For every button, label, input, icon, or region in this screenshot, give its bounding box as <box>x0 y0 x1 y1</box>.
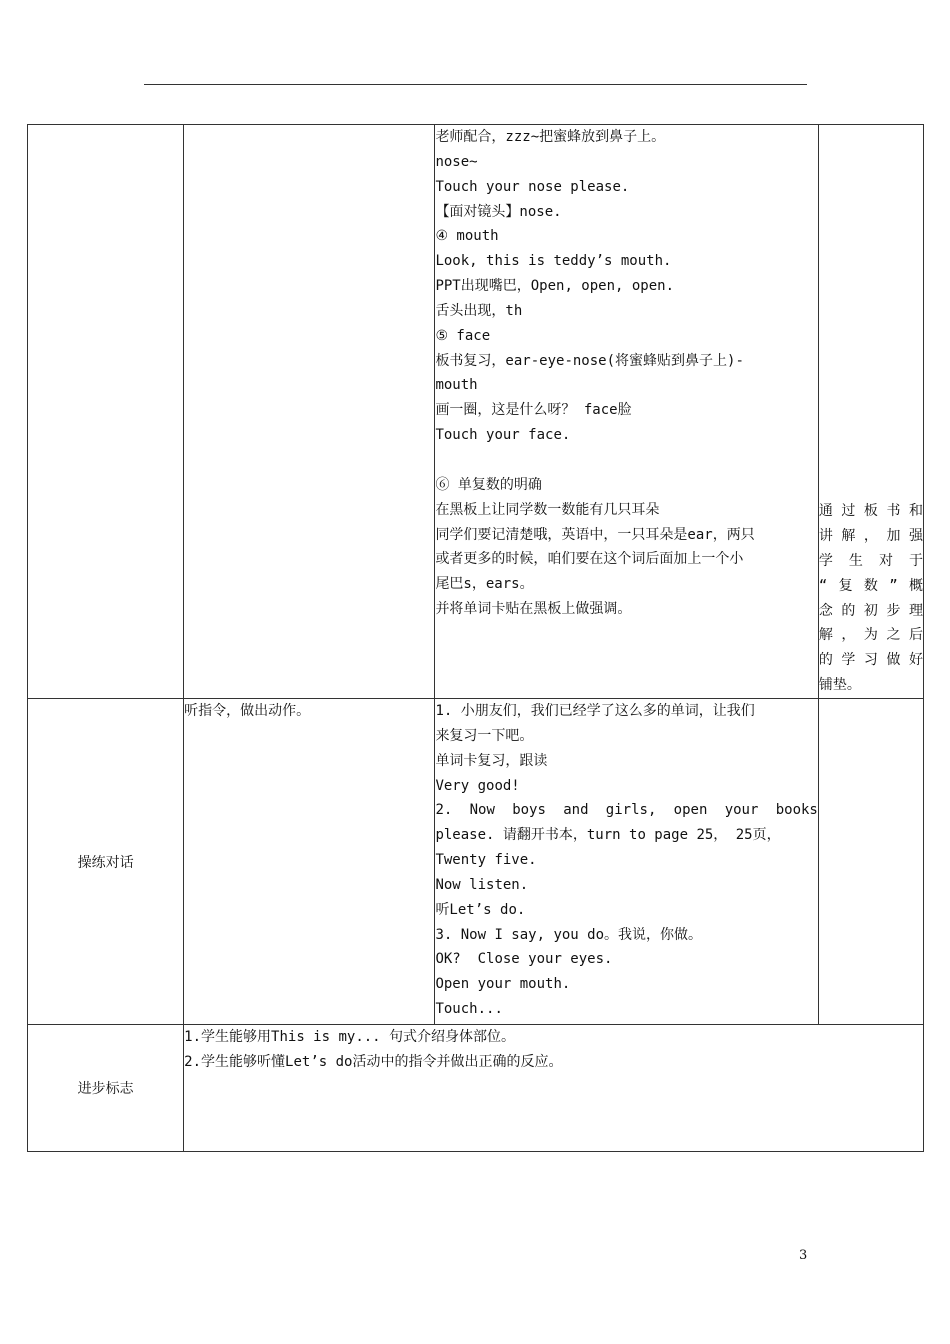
content-line: ④ mouth <box>435 228 499 245</box>
stage-label: 操练对话 <box>77 854 134 871</box>
note-line: “复数”概 <box>818 577 923 594</box>
content-line: nose~ <box>435 153 478 170</box>
content-line: Open your mouth. <box>435 976 571 993</box>
content-line: ⑥ 单复数的明确 <box>435 476 542 493</box>
content-line: ⑤ face <box>435 327 491 344</box>
content-line: Look, this is teddy’s mouth. <box>435 253 672 270</box>
stage-label: 进步标志 <box>77 1081 134 1097</box>
content-line: 画一圈，这是什么呀？ face脸 <box>435 402 632 419</box>
note-line: 的学习做好 <box>818 652 923 669</box>
table-row-progress <box>28 1025 924 1152</box>
content-line: 舌头出现，th <box>435 302 523 319</box>
student-activity-text: 听指令，做出动作。 <box>184 703 311 719</box>
content-line: Touch... <box>435 1001 503 1018</box>
stage-cell-empty <box>28 125 184 699</box>
content-line: Touch your nose please. <box>435 178 630 195</box>
content-line: 来复习一下吧。 <box>435 727 534 744</box>
table-row-vocabulary <box>28 125 924 699</box>
content-line: mouth <box>435 377 478 394</box>
page-number: 3 <box>799 1248 808 1263</box>
content-line: Now listen. <box>435 876 529 893</box>
stage-label-cell <box>28 699 184 1025</box>
content-line: 尾巴s，ears。 <box>435 576 534 593</box>
note-line: 解，为之后 <box>818 627 923 644</box>
content-line: Touch your face. <box>435 427 571 444</box>
content-line: 1. 小朋友们，我们已经学了这么多的单词，让我们 <box>435 703 755 719</box>
lesson-plan-table <box>27 124 924 1152</box>
content-line: 或者更多的时候，咱们要在这个词后面加上一个小 <box>435 551 744 568</box>
note-line: 讲解，加强 <box>818 528 923 545</box>
content-line: 同学们要记清楚哦，英语中，一只耳朵是ear，两只 <box>435 526 755 543</box>
content-line: 【面对镜头】nose. <box>435 203 562 220</box>
content-line: OK? Close your eyes. <box>435 951 613 968</box>
stage-label-cell <box>28 1025 184 1152</box>
progress-item: 1.学生能够用This is my... 句式介绍身体部位。 <box>184 1029 516 1045</box>
note-line: 通过板书和 <box>818 503 923 520</box>
design-intent-cell <box>818 125 923 699</box>
student-activity-cell <box>184 699 435 1025</box>
header-rule <box>144 84 807 85</box>
content-line: 板书复习，ear-eye-nose(将蜜蜂贴到鼻子上)- <box>435 352 744 369</box>
note-line: 铺垫。 <box>818 677 861 694</box>
content-line: 老师配合，zzz~把蜜蜂放到鼻子上。 <box>435 129 666 145</box>
blank-line <box>435 448 817 473</box>
teacher-activity-cell <box>435 125 818 699</box>
content-line: 单词卡复习，跟读 <box>435 752 548 769</box>
design-intent-cell-empty <box>818 699 923 1025</box>
teacher-activity-cell <box>435 699 818 1025</box>
note-line: 学生对于 <box>818 552 923 569</box>
progress-indicators-cell <box>184 1025 924 1152</box>
table-row-practice <box>28 699 924 1025</box>
note-line: 念的初步理 <box>818 602 923 619</box>
content-line: 并将单词卡贴在黑板上做强调。 <box>435 601 632 618</box>
content-line: 在黑板上让同学数一数能有几只耳朵 <box>435 501 660 518</box>
content-line: PPT出现嘴巴，Open, open, open. <box>435 278 675 295</box>
content-line: Very good! <box>435 777 520 794</box>
student-activity-cell-empty <box>184 125 435 699</box>
content-line: please. 请翻开书本，turn to page 25， 25页， <box>435 827 781 844</box>
content-line: 2. Now boys and girls, open your books <box>435 802 818 819</box>
progress-item: 2.学生能够听懂Let’s do活动中的指令并做出正确的反应。 <box>184 1053 563 1070</box>
content-line: 3. Now I say, you do。我说，你做。 <box>435 926 703 943</box>
content-line: Twenty five. <box>435 852 537 869</box>
content-line: 听Let’s do. <box>435 901 526 918</box>
